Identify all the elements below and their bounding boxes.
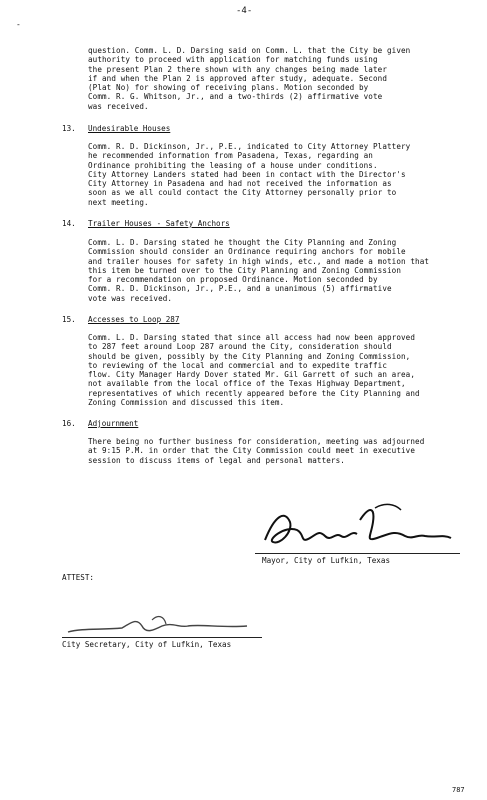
section-title: Adjournment [88, 419, 139, 428]
intro-paragraph: question. Comm. L. D. Darsing said on Comm. L. that the City be given authority to proceed with application for matching funds using the present Plan 2 there shown with any changes being made later if and when the Plan 2 is approved after study, adequate. Second (Plat No) for showing of receiving plans. Motion seconded by Comm. R. G. Whitson, Jr., and a two-thirds (2) affirmative vote was received. [88, 46, 411, 111]
section-number: 13. [62, 124, 76, 133]
section-13-body: Comm. R. D. Dickinson, Jr., P.E., indicated to City Attorney Plattery he recommended information from Pasadena, Texas, regarding an Ordinance prohibiting the leasing of a house under conditions. City Attorney Landers stated had been in contact with the Director's City Attorney in Pasadena and had not received the information as soon as we all could contact the City Attorney personally prior to next meeting. [88, 142, 411, 207]
section-number: 15. [62, 315, 76, 324]
section-15-body: Comm. L. D. Darsing stated that since all access had now been approved to 287 feet around Loop 287 around the City, consideration should should be given, possibly by the City Planning and Zoning Commission, to reviewing of the local and commercial and to expedite traffic flow. City Manager Hardy Dover stated Mr. Gil Garrett of such an area, not available from the local office of the Texas Highway Department, representatives of which recently appeared before the City Planning and Zoning Commission and discussed this item. [88, 333, 420, 408]
section-title: Trailer Houses - Safety Anchors [88, 219, 230, 228]
margin-tick: - [16, 20, 21, 29]
section-title: Accesses to Loop 287 [88, 315, 180, 324]
mayor-signature-line [255, 553, 460, 554]
section-14-body: Comm. L. D. Darsing stated he thought the City Planning and Zoning Commission should consider an Ordinance requiring anchors for mobile and trailer houses for safety in high winds, etc., and made a motion that this item be turned over to the City Planning and Zoning Commission for a recommendation on proposed Ordinance. Motion seconded by Comm. R. D. Dickinson, Jr., P.E., and a unanimous (5) affirmative vote was received. [88, 238, 430, 303]
section-number: 14. [62, 219, 76, 228]
section-13-heading [62, 124, 170, 133]
attest-label: ATTEST: [62, 573, 95, 582]
page-number: -4- [236, 6, 253, 16]
section-title: Undesirable Houses [88, 124, 171, 133]
secretary-signature-line [62, 637, 262, 638]
section-14-heading [62, 219, 230, 228]
section-number: 16. [62, 419, 76, 428]
corner-mark: 787 [452, 786, 465, 794]
section-16-heading [62, 419, 138, 428]
section-16-body: There being no further business for consideration, meeting was adjourned at 9:15 P.M. in order that the City Commission could meet in executive session to discuss items of legal and personal matters. [88, 437, 425, 465]
mayor-signature [255, 500, 465, 560]
mayor-caption: Mayor, City of Lufkin, Texas [262, 556, 391, 565]
secretary-caption: City Secretary, City of Lufkin, Texas [62, 640, 232, 649]
section-15-heading [62, 315, 179, 324]
